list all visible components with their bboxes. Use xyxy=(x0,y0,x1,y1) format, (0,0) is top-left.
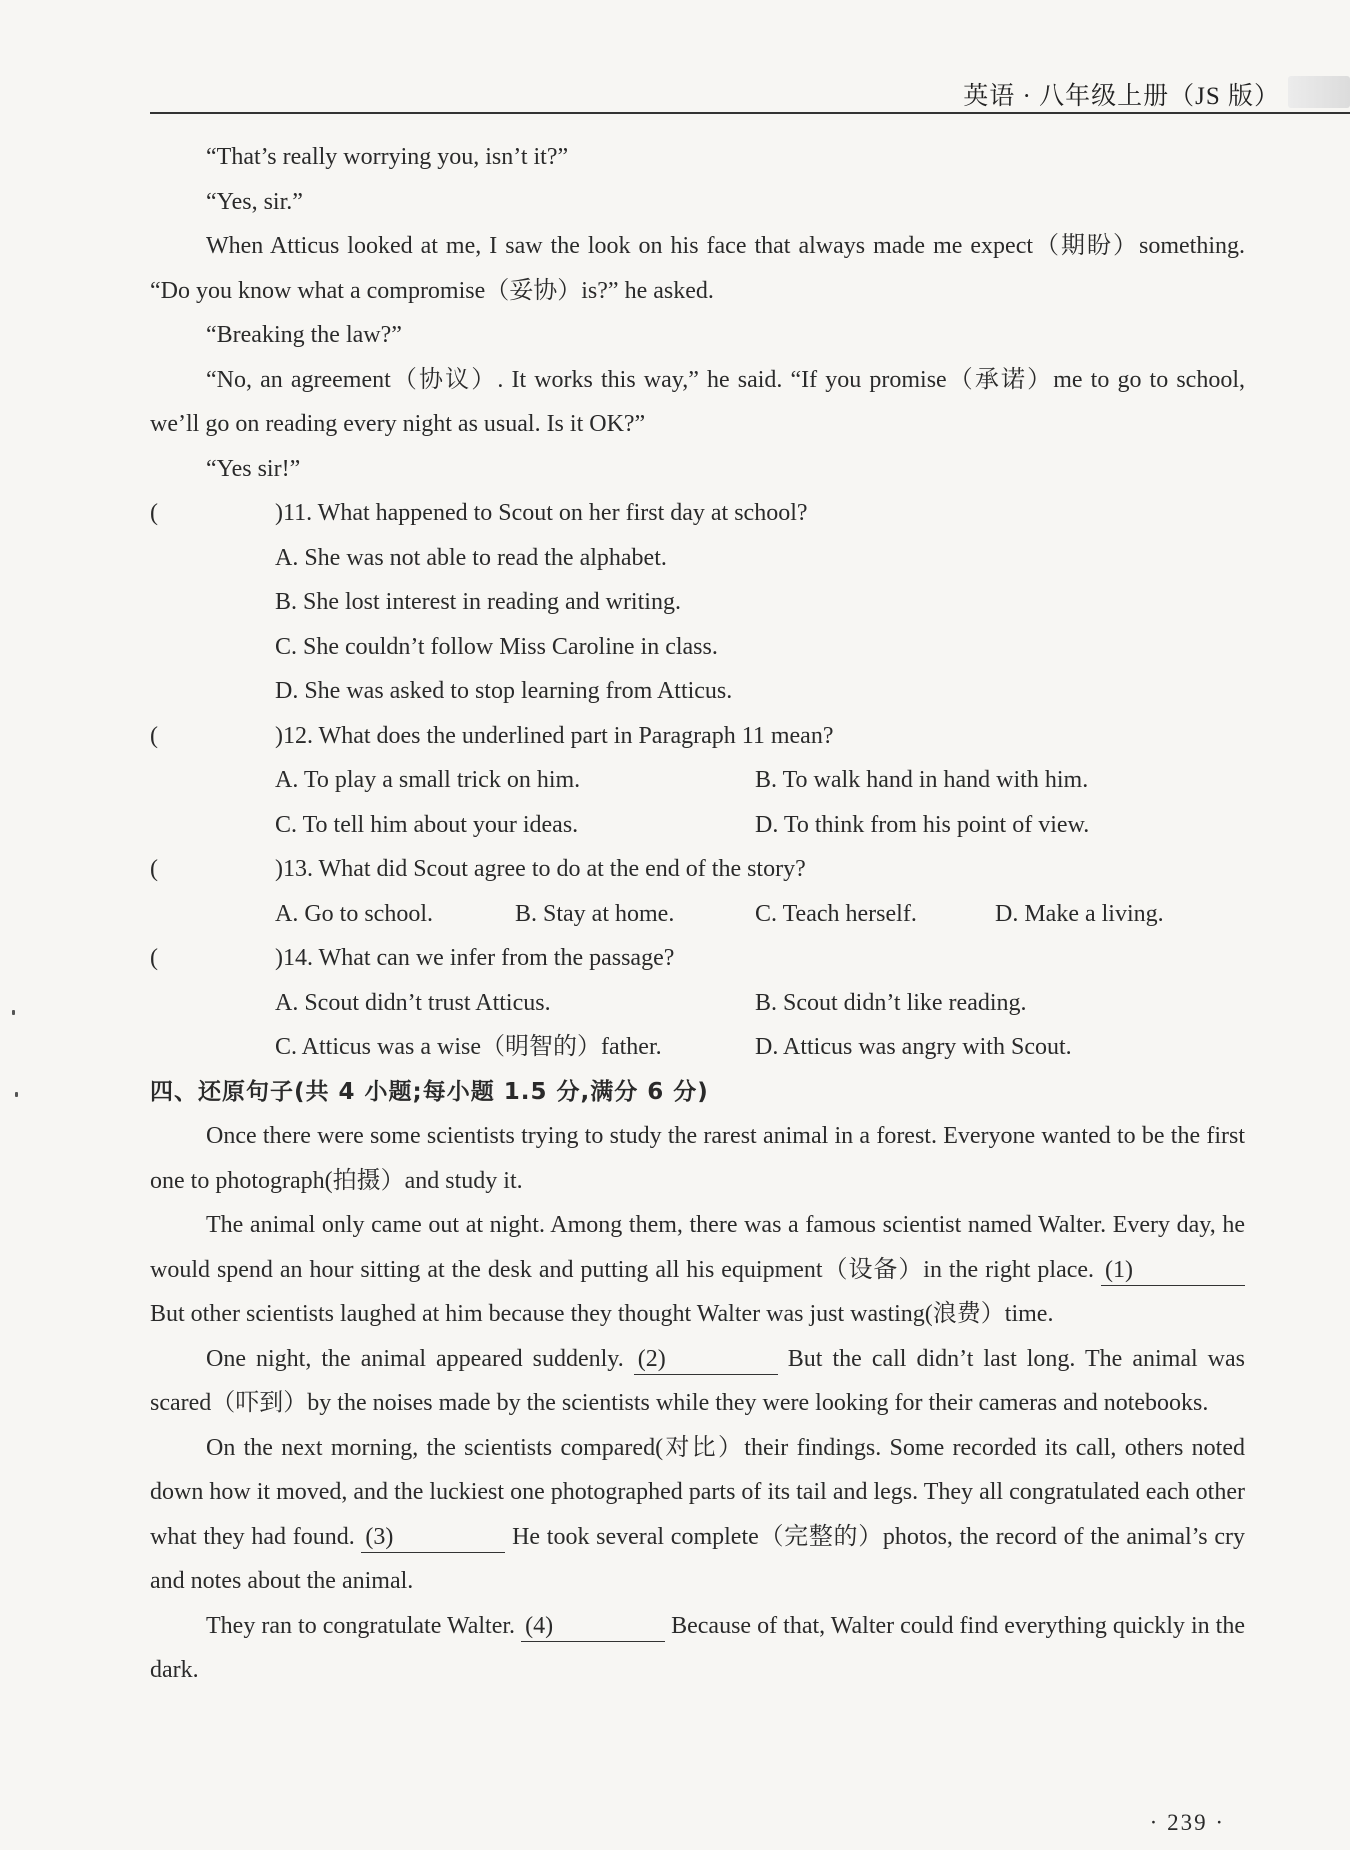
question-stem: )12. What does the underlined part in Paragraph 11 mean? xyxy=(275,722,834,749)
paragraph-text: They ran to congratulate Walter. xyxy=(206,1612,522,1639)
answer-paren[interactable]: ( xyxy=(150,945,158,971)
passage-line: “Breaking the law?” xyxy=(206,322,402,348)
option: A. Go to school. xyxy=(275,900,433,927)
paragraph-text: One night, the animal appeared suddenly. xyxy=(206,1345,634,1372)
option: C. She couldn’t follow Miss Caroline in class. xyxy=(275,633,718,660)
paragraph-text: Because of that, Walter could find everything quickly in the dark. xyxy=(150,1612,1245,1683)
answer-paren[interactable]: ( xyxy=(150,722,158,749)
option: B. Stay at home. xyxy=(515,900,675,927)
option: C. Atticus was a wise（明智的）father. xyxy=(275,1034,662,1060)
passage-line: “No, an agreement（协议）. It works this way,” he said. “If you promise（承诺）me to go to school, we’ll go on reading every night as usual. Is it OK?” xyxy=(150,366,1245,437)
options-row xyxy=(150,758,1245,803)
option: C. To tell him about your ideas. xyxy=(275,811,579,838)
option: B. Scout didn’t like reading. xyxy=(755,989,1027,1016)
header-tab-decoration xyxy=(1288,76,1350,108)
option: D. Make a living. xyxy=(995,900,1164,927)
answer-paren[interactable]: ( xyxy=(150,500,158,526)
page-header xyxy=(150,70,1350,114)
option: A. To play a small trick on him. xyxy=(275,767,581,793)
question-13 xyxy=(150,847,1245,892)
section4-paragraph xyxy=(150,1203,1245,1337)
section4-paragraph: Once there were some scientists trying to study the rarest animal in a forest. Everyone wanted to be the first one to photograph(拍摄）and study it. xyxy=(150,1123,1245,1194)
answer-blank-3[interactable]: (3) xyxy=(361,1522,505,1553)
passage-line: “That’s really worrying you, isn’t it?” xyxy=(206,144,569,170)
answer-blank-4[interactable]: (4) xyxy=(521,1611,665,1642)
margin-mark xyxy=(15,1092,18,1097)
passage-line: When Atticus looked at me, I saw the look on his face that always made me expect（期盼）something. “Do you know what a compromise（妥协）is?” he asked. xyxy=(150,233,1245,304)
option: A. She was not able to read the alphabet. xyxy=(275,544,667,571)
page-content xyxy=(150,135,1245,1693)
options-row xyxy=(150,892,1245,937)
option: B. To walk hand in hand with him. xyxy=(755,767,1089,793)
options-row xyxy=(150,1025,1245,1070)
paragraph-text: The animal only came out at night. Among them, there was a famous scientist named Walter. Every day, he would spend an hour sitting at the desk and putting all his equipment（设备）in the right place. xyxy=(150,1212,1245,1283)
option: A. Scout didn’t trust Atticus. xyxy=(275,989,551,1016)
paragraph-text: On the next morning, the scientists compared(对比）their findings. Some recorded its call, others noted down how it moved, and the luckiest one photographed parts of its tail and legs. They all congratulated each other what they had found. xyxy=(150,1434,1245,1550)
answer-paren[interactable]: ( xyxy=(150,856,158,882)
paragraph-text: But the call didn’t last long. The animal was scared（吓到）by the noises made by the scientists while they were looking for their cameras and notebooks. xyxy=(150,1345,1245,1416)
answer-blank-1[interactable]: (1) xyxy=(1101,1255,1245,1286)
paragraph-text: But other scientists laughed at him because they thought Walter was just wasting(浪费）time. xyxy=(150,1301,1054,1327)
option: D. To think from his point of view. xyxy=(755,811,1090,838)
question-stem: )13. What did Scout agree to do at the end of the story? xyxy=(275,856,806,882)
paragraph-text: He took several complete（完整的）photos, the record of the animal’s cry and notes about the animal. xyxy=(150,1523,1245,1594)
option: D. Atticus was angry with Scout. xyxy=(755,1034,1072,1060)
options-row xyxy=(150,981,1245,1026)
option: C. Teach herself. xyxy=(755,900,917,927)
question-11 xyxy=(150,491,1245,536)
section4-paragraph xyxy=(150,1604,1245,1693)
header-rule xyxy=(150,112,1350,114)
question-stem: )14. What can we infer from the passage? xyxy=(275,945,675,971)
section4-paragraph xyxy=(150,1337,1245,1426)
question-14 xyxy=(150,936,1245,981)
section-heading: 四、还原句子(共 4 小题;每小题 1.5 分,满分 6 分) xyxy=(150,1078,709,1105)
question-12 xyxy=(150,714,1245,759)
section4-paragraph xyxy=(150,1426,1245,1604)
option: B. She lost interest in reading and writing. xyxy=(275,589,681,615)
header-title: 英语 · 八年级上册（JS 版） xyxy=(963,83,1280,110)
page-number: · 239 · xyxy=(1149,1810,1225,1835)
question-stem: )11. What happened to Scout on her first day at school? xyxy=(275,500,808,526)
options-row xyxy=(150,803,1245,848)
option: D. She was asked to stop learning from Atticus. xyxy=(275,678,733,704)
answer-blank-2[interactable]: (2) xyxy=(634,1344,778,1375)
passage-line: “Yes, sir.” xyxy=(206,188,303,215)
passage-line: “Yes sir!” xyxy=(206,455,301,482)
margin-mark xyxy=(12,1010,15,1015)
